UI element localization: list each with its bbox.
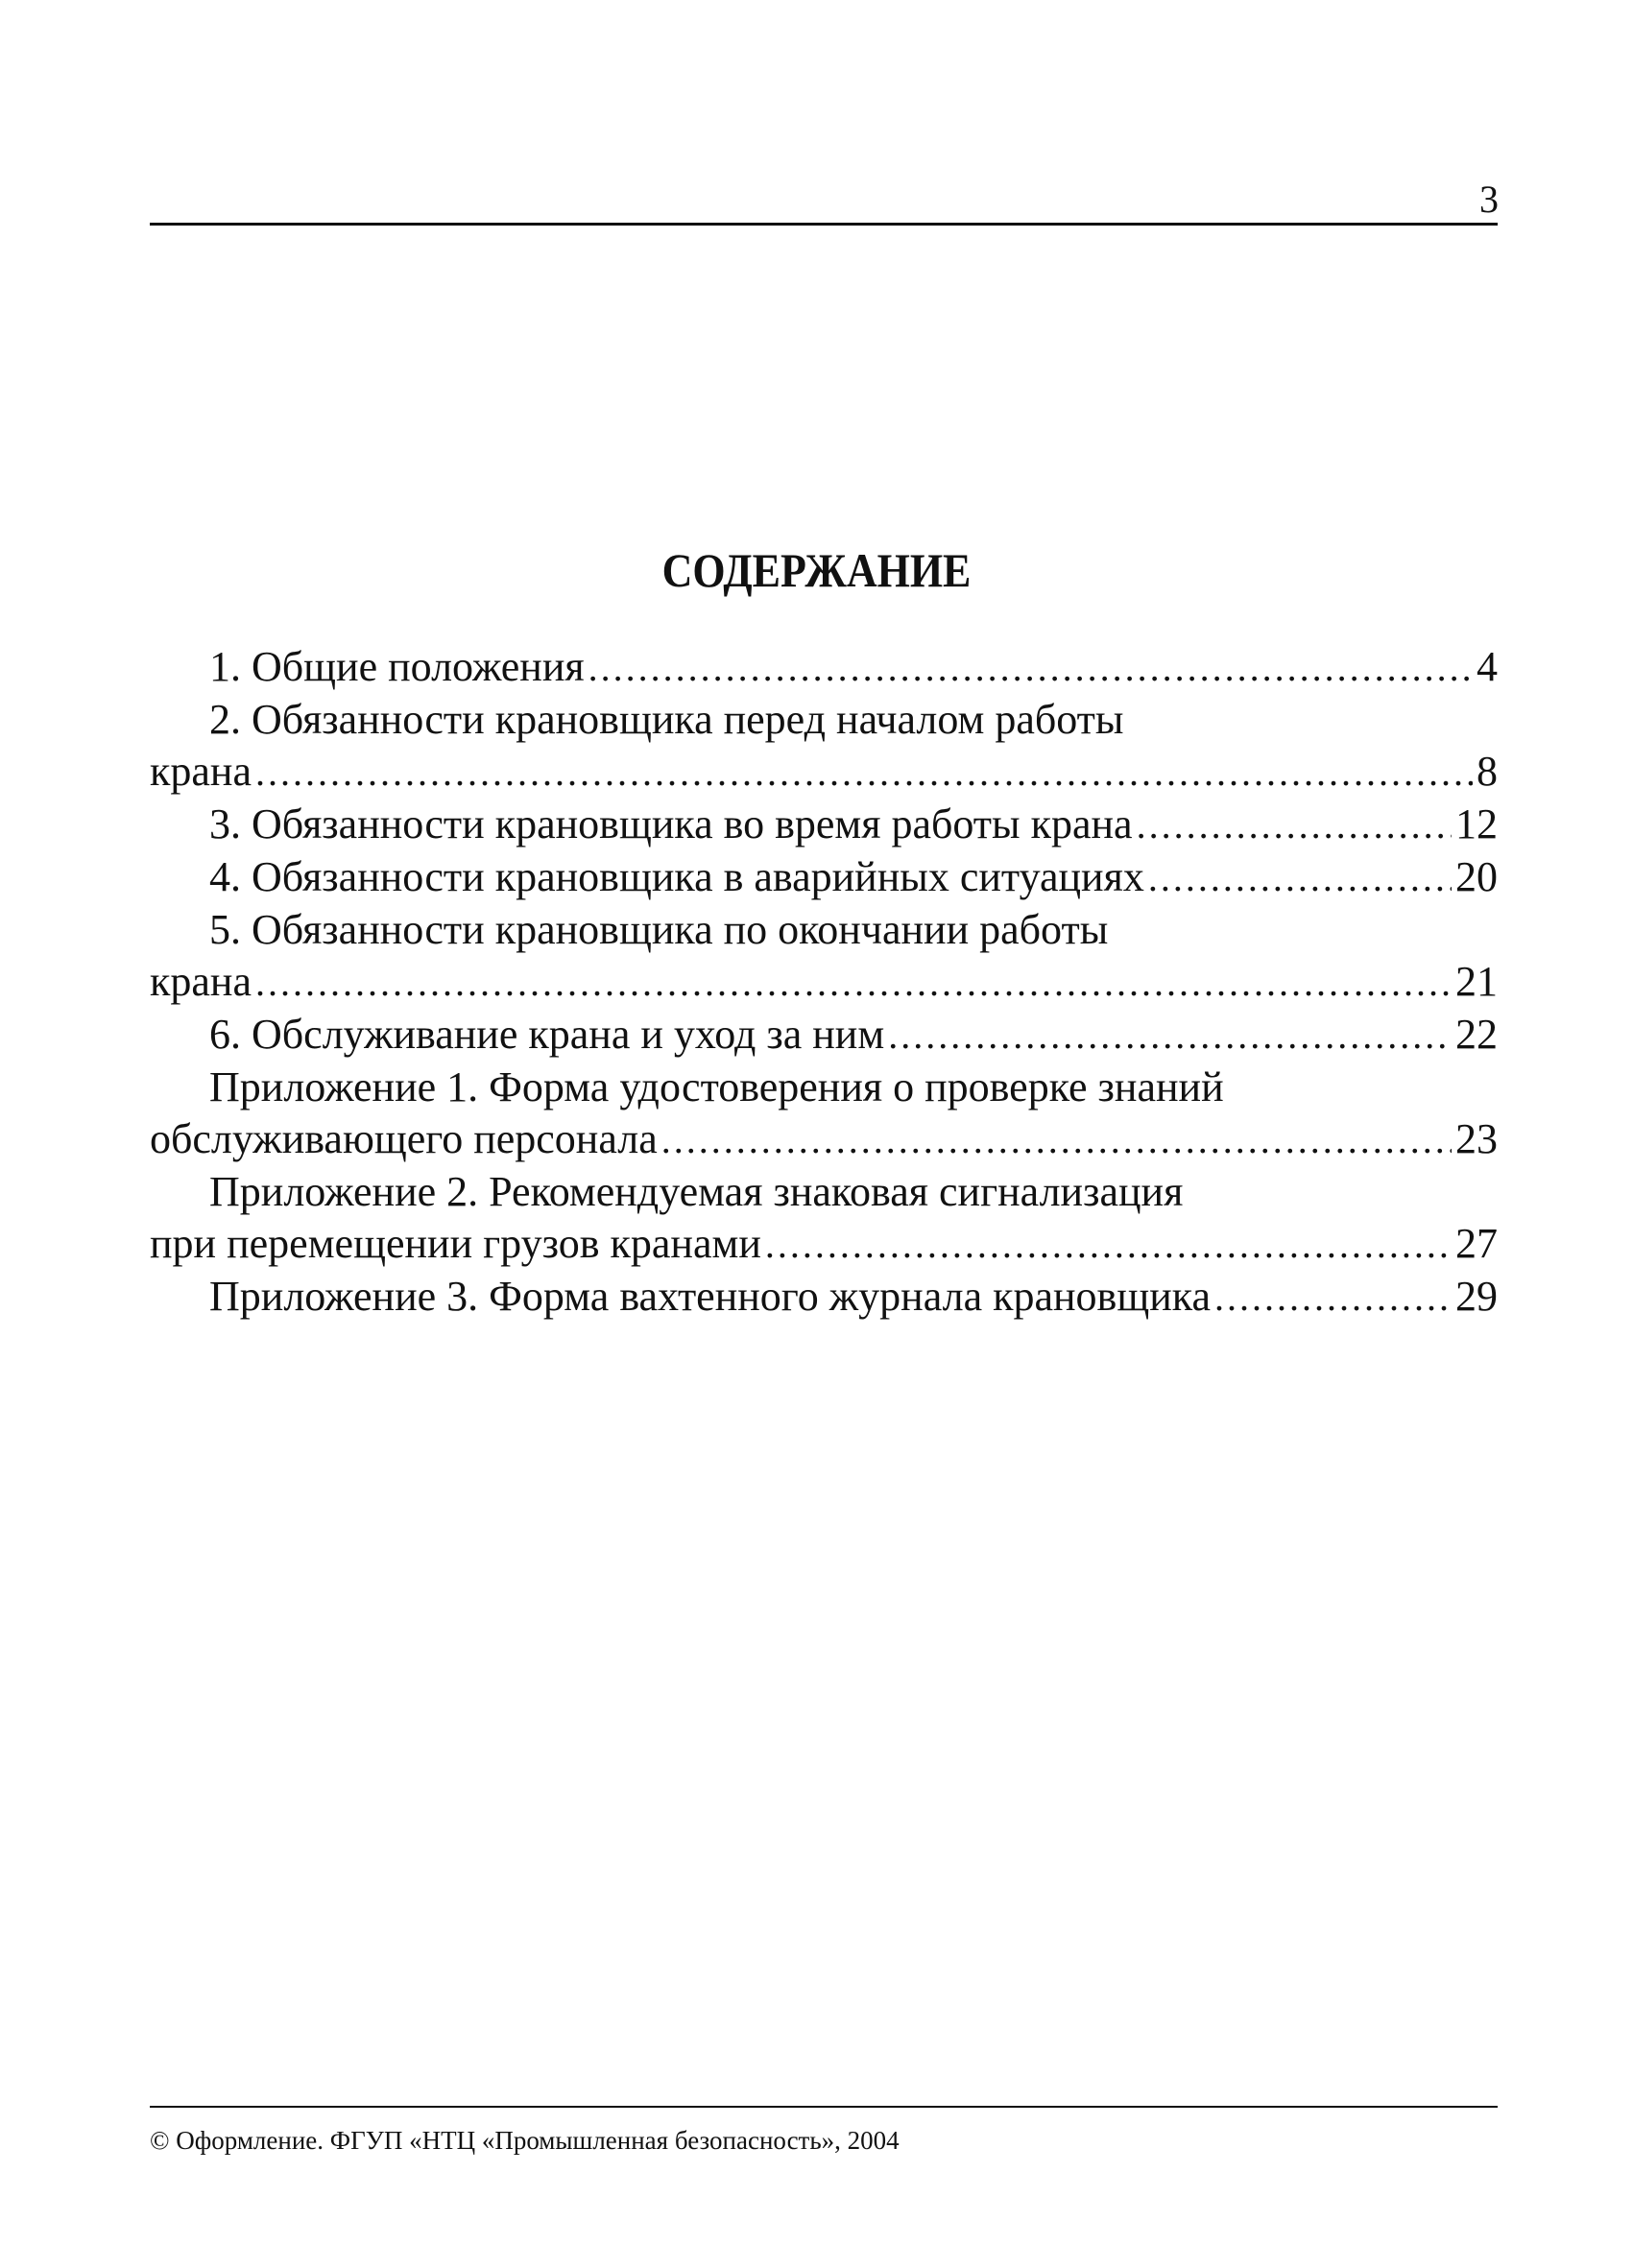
table-of-contents xyxy=(150,641,1498,1324)
toc-entry-text: обслуживающего персонала xyxy=(150,1115,658,1162)
toc-entry-first-line: Приложение 1. Форма удостоверения о проверке знаний xyxy=(209,1063,1224,1110)
toc-entry-text: Приложение 3. Форма вахтенного журнала крановщика xyxy=(209,1273,1212,1320)
toc-entry-text: крана xyxy=(150,748,252,795)
toc-entry-3[interactable] xyxy=(150,799,1498,851)
toc-entry-5[interactable] xyxy=(150,904,1498,1009)
toc-entry-page: 12 xyxy=(1455,800,1498,848)
toc-entry-text: 4. Обязанности крановщика в аварийных ситуациях xyxy=(209,853,1144,900)
toc-entry-page: 22 xyxy=(1455,1011,1498,1058)
toc-entry-appendix-2[interactable] xyxy=(150,1166,1498,1271)
dot-leader xyxy=(661,1114,1452,1166)
toc-entry-text: 3. Обязанности крановщика во время работы крана xyxy=(209,800,1133,848)
dot-leader xyxy=(255,747,1473,799)
toc-entry-text: при перемещении грузов кранами xyxy=(150,1220,761,1267)
dot-leader xyxy=(888,1010,1452,1062)
footer-rule xyxy=(150,2106,1498,2108)
dot-leader xyxy=(1137,800,1452,851)
toc-entry-page: 8 xyxy=(1477,748,1498,795)
dot-leader xyxy=(1148,852,1452,904)
toc-entry-page: 23 xyxy=(1455,1115,1498,1162)
toc-entry-page: 29 xyxy=(1455,1273,1498,1320)
dot-leader xyxy=(765,1219,1452,1271)
copyright-footer: © Оформление. ФГУП «НТЦ «Промышленная безопасность», 2004 xyxy=(150,2126,900,2155)
toc-entry-first-line: 2. Обязанности крановщика перед началом работы xyxy=(209,696,1124,743)
toc-entry-page: 27 xyxy=(1455,1220,1498,1267)
toc-entry-appendix-1[interactable] xyxy=(150,1062,1498,1166)
toc-entry-text: 1. Общие положения xyxy=(209,643,585,690)
toc-title: СОДЕРЖАНИЕ xyxy=(661,543,972,597)
toc-entry-page: 20 xyxy=(1455,853,1498,900)
toc-entry-4[interactable] xyxy=(150,851,1498,904)
toc-entry-first-line: Приложение 2. Рекомендуемая знаковая сигнализация xyxy=(209,1168,1184,1215)
toc-entry-page: 4 xyxy=(1477,643,1498,690)
dot-leader xyxy=(255,957,1452,1009)
toc-entry-appendix-3[interactable] xyxy=(150,1271,1498,1324)
toc-entry-text: крана xyxy=(150,958,252,1005)
toc-entry-text: 6. Обслуживание крана и уход за ним xyxy=(209,1011,885,1058)
header-rule xyxy=(150,223,1498,226)
toc-entry-6[interactable] xyxy=(150,1009,1498,1062)
toc-entry-first-line: 5. Обязанности крановщика по окончании работы xyxy=(209,906,1109,953)
dot-leader xyxy=(1214,1272,1452,1324)
page-number: 3 xyxy=(1479,178,1499,221)
toc-entry-page: 21 xyxy=(1455,958,1498,1005)
dot-leader xyxy=(588,642,1473,694)
toc-entry-2[interactable] xyxy=(150,694,1498,799)
toc-entry-1[interactable] xyxy=(150,641,1498,694)
